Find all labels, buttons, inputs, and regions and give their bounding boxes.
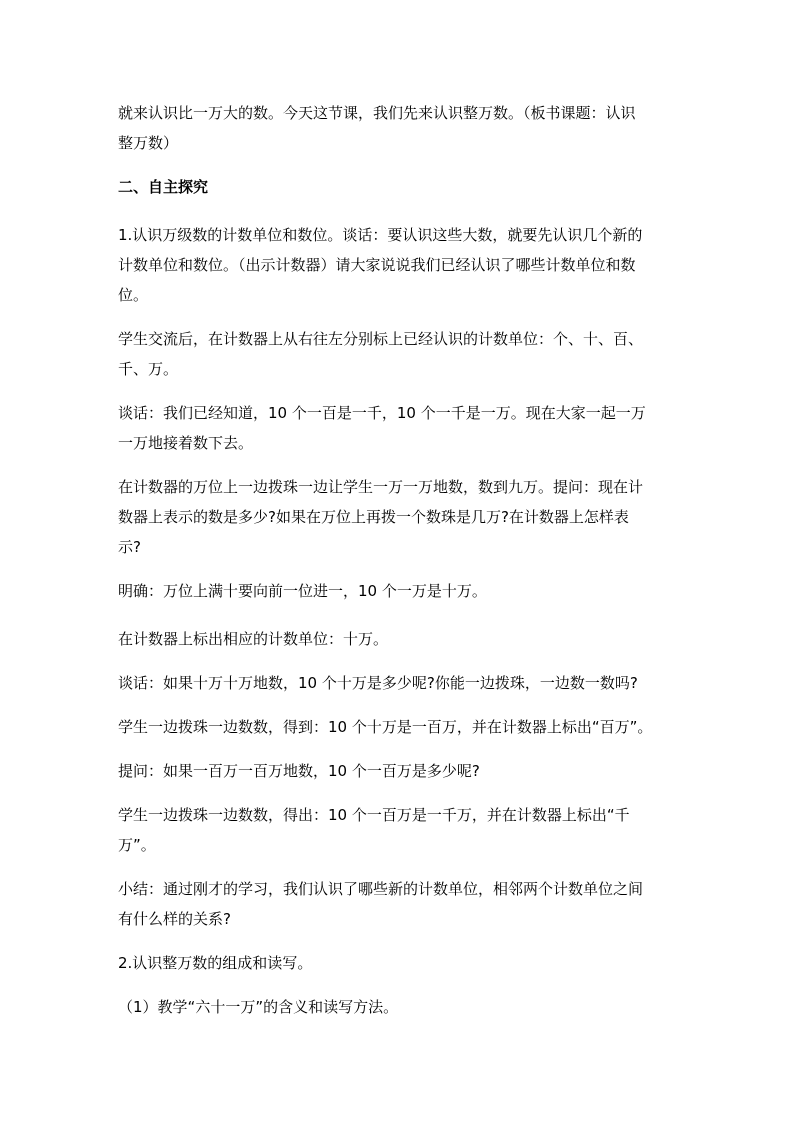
text-line: 位。: [118, 286, 149, 304]
text-line: 整万数）: [118, 134, 179, 152]
paragraph: [118, 472, 678, 562]
text-line: 千、万。: [118, 360, 179, 378]
text-line: 明确：万位上满十要向前一位进一，10 个一万是十万。: [118, 582, 487, 600]
text-line: 学生一边拨珠一边数数，得出：10 个一百万是一千万，并在计数器上标出“千: [118, 806, 630, 824]
text-line: 就来认识比一万大的数。今天这节课，我们先来认识整万数。（板书课题：认识: [118, 104, 636, 122]
paragraph: [118, 576, 678, 606]
paragraph: [118, 668, 678, 698]
paragraph: [118, 948, 678, 978]
text-line: 二、自主探究: [118, 178, 209, 196]
paragraph: [118, 712, 678, 742]
text-line: 示?: [118, 538, 141, 556]
paragraph: [118, 324, 678, 384]
text-line: 万”。: [118, 836, 156, 854]
text-line: （1）教学“六十一万”的含义和读写方法。: [118, 998, 399, 1016]
text-line: 谈话：我们已经知道，10 个一百是一千，10 个一千是一万。现在大家一起一万: [118, 404, 646, 422]
text-line: 数器上表示的数是多少?如果在万位上再拨一个数珠是几万?在计数器上怎样表: [118, 508, 629, 526]
text-line: 计数单位和数位。（出示计数器）请大家说说我们已经认识了哪些计数单位和数: [118, 256, 636, 274]
text-line: 谈话：如果十万十万地数，10 个十万是多少呢?你能一边拨珠，一边数一数吗?: [118, 674, 638, 692]
paragraph: [118, 398, 678, 458]
paragraph: [118, 220, 678, 310]
paragraph: [118, 992, 678, 1022]
section-heading: [118, 172, 678, 202]
text-line: 小结：通过刚才的学习，我们认识了哪些新的计数单位，相邻两个计数单位之间: [118, 880, 644, 898]
text-line: 学生交流后，在计数器上从右往左分别标上已经认识的计数单位：个、十、百、: [118, 330, 644, 348]
paragraph: [118, 98, 678, 158]
text-line: 提问：如果一百万一百万地数，10 个一百万是多少呢?: [118, 762, 480, 780]
text-line: 在计数器的万位上一边拨珠一边让学生一万一万地数，数到九万。提问：现在计: [118, 478, 644, 496]
text-line: 2.认识整万数的组成和读写。: [118, 954, 313, 972]
text-line: 一万地接着数下去。: [118, 434, 254, 452]
text-line: 学生一边拨珠一边数数，得到：10 个十万是一百万，并在计数器上标出“百万”。: [118, 718, 653, 736]
text-line: 1.认识万级数的计数单位和数位。谈话：要认识这些大数，就要先认识几个新的: [118, 226, 643, 244]
paragraph: [118, 800, 678, 860]
paragraph: [118, 756, 678, 786]
text-line: 在计数器上标出相应的计数单位：十万。: [118, 630, 389, 648]
paragraph: [118, 874, 678, 934]
text-line: 有什么样的关系?: [118, 910, 231, 928]
paragraph: [118, 624, 678, 654]
